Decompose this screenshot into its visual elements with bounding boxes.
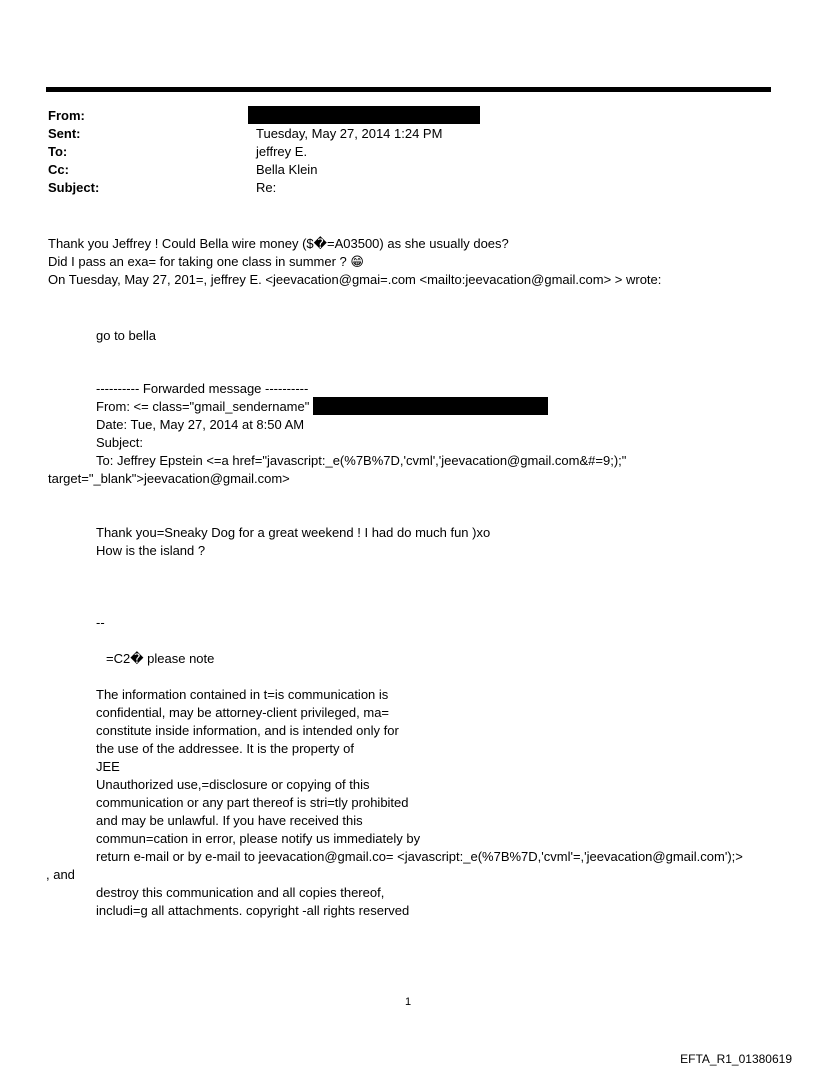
to-value: jeffrey E. [256,144,308,159]
from-label: From: [48,108,85,123]
cc-label: Cc: [48,162,69,177]
body-line-2: Did I pass an exa= for taking one class in summer ? 😁 [48,254,364,269]
disclaimer-line: destroy this communication and all copies thereof, [96,885,385,900]
body-line-3: On Tuesday, May 27, 201=, jeffrey E. <jeevacation@gmai=.com <mailto:jeevacation@gmail.com> > wrote: [48,272,662,287]
bates-number: EFTA_R1_01380619 [680,1052,792,1066]
redaction-from [248,106,480,124]
message-line-2: How is the island ? [96,543,206,558]
forwarded-header: ---------- Forwarded message ---------- [96,381,309,396]
message-line-1: Thank you=Sneaky Dog for a great weekend ! I had do much fun )xo [96,525,491,540]
sent-label: Sent: [48,126,81,141]
forwarded-to: To: Jeffrey Epstein <=a href="javascript:_e(%7B%7D,'cvml','jeevacation@gmail.com&#=9;);" [96,453,627,468]
disclaimer-line: return e-mail or by e-mail to jeevacation@gmail.co= <javascript:_e(%7B%7D,'cvml'=,'jeevacation@gmail.com');> [96,849,743,864]
please-note: =C2� please note [106,651,215,666]
top-rule [46,87,771,92]
disclaimer-line: includi=g all attachments. copyright -all rights reserved [96,903,410,918]
forwarded-subject: Subject: [96,435,143,450]
disclaimer-line: the use of the addressee. It is the property of [96,741,354,756]
disclaimer-and: , and [46,867,75,882]
forwarded-to-continued: target="_blank">jeevacation@gmail.com> [48,471,290,486]
disclaimer-line: commun=cation in error, please notify us immediately by [96,831,421,846]
disclaimer-line: The information contained in t=is communication is [96,687,389,702]
subject-value: Re: [256,180,277,195]
disclaimer-line: communication or any part thereof is stri=tly prohibited [96,795,409,810]
disclaimer-line: confidential, may be attorney-client privileged, ma= [96,705,390,720]
redaction-forwarded-sender [313,397,548,415]
disclaimer-line: and may be unlawful. If you have received this [96,813,363,828]
page-number: 1 [404,996,412,1008]
forwarded-from: From: <= class="gmail_sendername" [96,399,310,414]
reply-text: go to bella [96,328,156,343]
disclaimer-line: constitute inside information, and is intended only for [96,723,399,738]
forwarded-date: Date: Tue, May 27, 2014 at 8:50 AM [96,417,305,432]
disclaimer-line: Unauthorized use,=disclosure or copying of this [96,777,370,792]
body-line-1: Thank you Jeffrey ! Could Bella wire money ($�=A03500) as she usually does? [48,236,509,251]
signature-separator: -- [96,615,105,630]
disclaimer-line: JEE [96,759,120,774]
to-label: To: [48,144,68,159]
subject-label: Subject: [48,180,100,195]
cc-value: Bella Klein [256,162,318,177]
sent-value: Tuesday, May 27, 2014 1:24 PM [256,126,443,141]
